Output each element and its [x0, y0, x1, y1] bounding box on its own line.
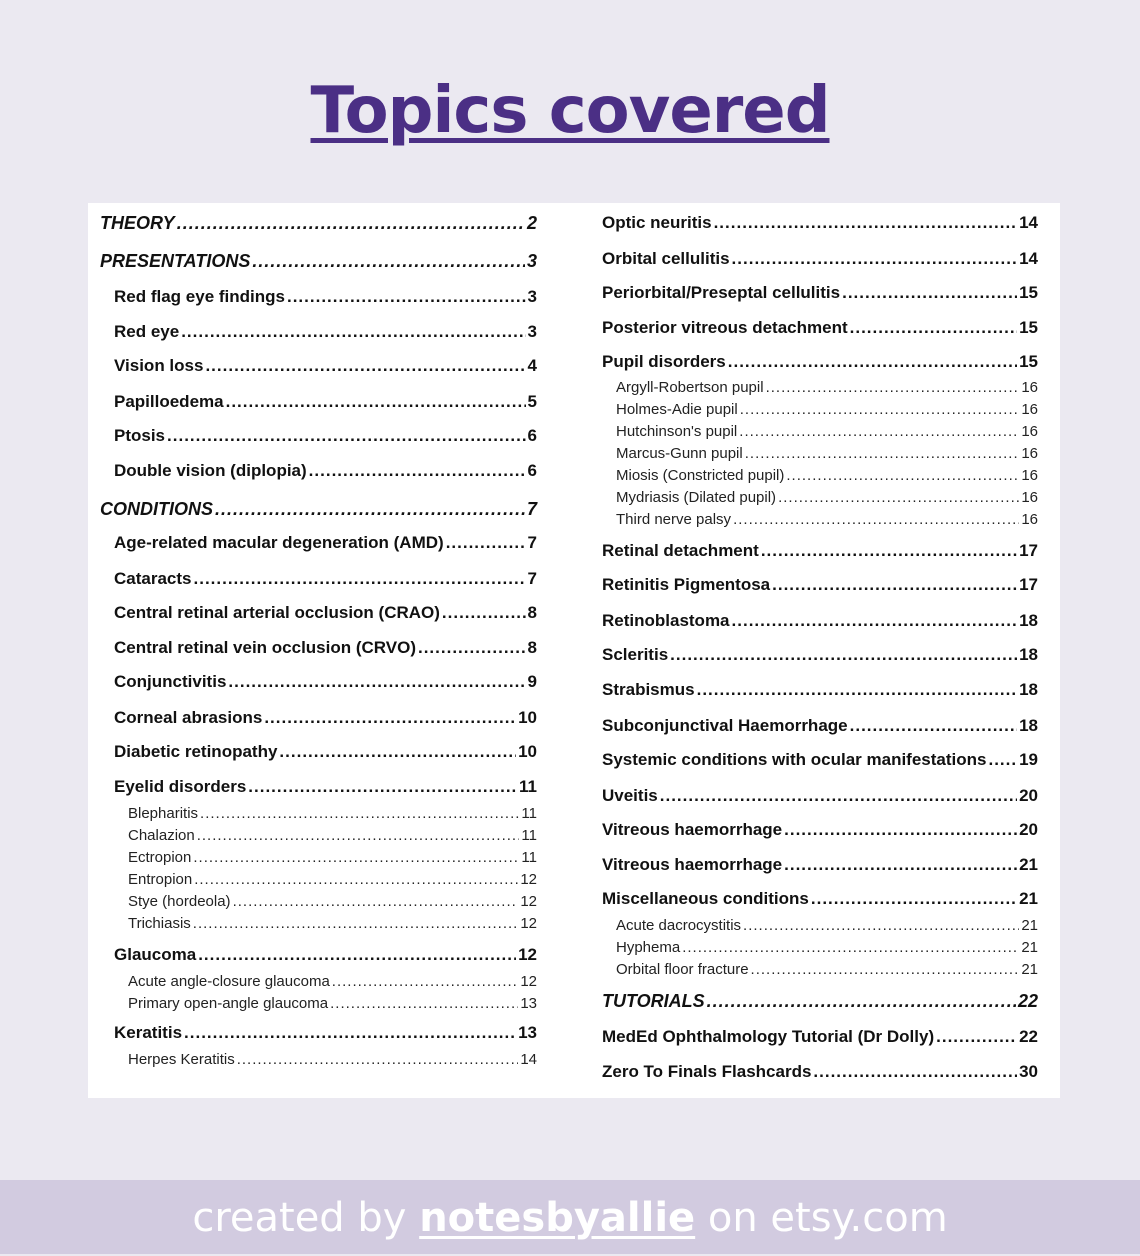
toc-entry[interactable] — [602, 750, 1038, 770]
toc-entry-page-number: 15 — [1019, 318, 1038, 337]
toc-entry[interactable] — [100, 915, 537, 932]
toc-entry-page-number: 3 — [527, 322, 537, 341]
toc-entry[interactable] — [100, 533, 537, 553]
toc-entry-page-number: 22 — [1019, 1027, 1038, 1046]
toc-leader-dots — [167, 426, 526, 446]
toc-entry-page-number: 16 — [1021, 511, 1038, 528]
toc-entry-label: Chalazion — [128, 827, 195, 844]
toc-leader-dots — [237, 1051, 519, 1068]
toc-entry-label: Conjunctivitis — [114, 672, 227, 691]
toc-entry-label: THEORY — [100, 213, 175, 233]
toc-entry-label: Miosis (Constricted pupil) — [616, 467, 785, 484]
toc-entry-page-number: 18 — [1019, 645, 1038, 664]
toc-leader-dots — [228, 672, 525, 692]
toc-entry[interactable] — [100, 1051, 537, 1068]
toc-entry-page-number: 11 — [521, 827, 537, 844]
toc-entry-page-number: 19 — [1019, 750, 1038, 769]
toc-entry-label: Herpes Keratitis — [128, 1051, 235, 1068]
toc-entry[interactable] — [602, 991, 1038, 1012]
toc-entry-page-number: 12 — [520, 915, 537, 932]
toc-leader-dots — [279, 742, 516, 762]
toc-leader-dots — [743, 917, 1019, 934]
toc-entry-label: Acute angle-closure glaucoma — [128, 973, 330, 990]
footer-brand-link[interactable]: notesbyallie — [419, 1195, 696, 1241]
toc-entry-page-number: 20 — [1019, 786, 1038, 805]
toc-leader-dots — [707, 991, 1016, 1012]
toc-entry-page-number: 15 — [1019, 352, 1038, 371]
toc-entry[interactable] — [100, 603, 537, 623]
toc-leader-dots — [287, 287, 526, 307]
toc-entry[interactable] — [100, 392, 537, 412]
toc-entry[interactable] — [602, 467, 1038, 484]
toc-leader-dots — [184, 1023, 516, 1043]
toc-entry[interactable] — [100, 995, 537, 1012]
toc-entry[interactable] — [602, 716, 1038, 736]
toc-entry-page-number: 16 — [1021, 379, 1038, 396]
toc-entry-label: Stye (hordeola) — [128, 893, 231, 910]
toc-leader-dots — [332, 973, 519, 990]
toc-leader-dots — [682, 939, 1019, 956]
toc-leader-dots — [264, 708, 516, 728]
toc-leader-dots — [772, 575, 1017, 595]
toc-entry[interactable] — [100, 672, 537, 692]
toc-entry-label: Holmes-Adie pupil — [616, 401, 738, 418]
toc-entry-label: Trichiasis — [128, 915, 191, 932]
toc-leader-dots — [784, 820, 1017, 840]
toc-entry-label: Papilloedema — [114, 392, 224, 411]
toc-entry[interactable] — [602, 889, 1038, 909]
toc-entry-page-number: 16 — [1021, 401, 1038, 418]
toc-entry[interactable] — [602, 318, 1038, 338]
toc-leader-dots — [850, 716, 1017, 736]
footer-prefix: created by — [192, 1195, 420, 1241]
toc-entry-label: Red eye — [114, 322, 180, 341]
footer-suffix: on etsy.com — [695, 1195, 948, 1241]
toc-entry-label: Corneal abrasions — [114, 708, 263, 727]
toc-leader-dots — [660, 786, 1017, 806]
toc-entry-page-number: 18 — [1019, 611, 1038, 630]
toc-leader-dots — [850, 318, 1017, 338]
toc-entry[interactable] — [602, 680, 1038, 700]
toc-entry-page-number: 7 — [527, 569, 537, 588]
toc-entry-page-number: 16 — [1021, 445, 1038, 462]
toc-entry-page-number: 18 — [1019, 716, 1038, 735]
toc-entry-page-number: 7 — [526, 499, 537, 519]
toc-entry[interactable] — [602, 855, 1038, 875]
toc-entry[interactable] — [602, 786, 1038, 806]
toc-entry[interactable] — [100, 287, 537, 307]
toc-entry[interactable] — [602, 611, 1038, 631]
toc-entry[interactable] — [100, 849, 537, 866]
toc-leader-dots — [198, 945, 516, 965]
toc-entry-label: Marcus-Gunn pupil — [616, 445, 743, 462]
toc-entry-label: Diabetic retinopathy — [114, 742, 278, 761]
toc-leader-dots — [732, 249, 1018, 269]
toc-entry-page-number: 12 — [518, 945, 537, 964]
toc-entry[interactable] — [602, 379, 1038, 396]
toc-entry-page-number: 15 — [1019, 283, 1038, 302]
toc-entry-page-number: 13 — [518, 1023, 537, 1042]
toc-entry-label: Uveitis — [602, 786, 658, 805]
toc-entry[interactable] — [602, 213, 1038, 233]
toc-entry[interactable] — [100, 893, 537, 910]
toc-entry-label: MedEd Ophthalmology Tutorial (Dr Dolly) — [602, 1027, 935, 1046]
toc-entry[interactable] — [100, 251, 537, 272]
toc-entry[interactable] — [100, 499, 537, 520]
page-title: Topics covered — [310, 74, 830, 148]
toc-leader-dots — [670, 645, 1017, 665]
toc-entry-label: Entropion — [128, 871, 193, 888]
toc-entry-label: Argyll-Robertson pupil — [616, 379, 764, 396]
toc-entry[interactable] — [100, 827, 537, 844]
toc-entry[interactable] — [100, 569, 537, 589]
toc-leader-dots — [252, 251, 525, 272]
toc-leader-dots — [811, 889, 1017, 909]
toc-entry-page-number: 3 — [526, 251, 537, 271]
toc-leader-dots — [988, 750, 1017, 770]
toc-entry-page-number: 18 — [1019, 680, 1038, 699]
toc-entry-label: Periorbital/Preseptal cellulitis — [602, 283, 841, 302]
toc-leader-dots — [442, 603, 526, 623]
toc-entry[interactable] — [602, 645, 1038, 665]
toc-leader-dots — [177, 213, 525, 234]
toc-entry[interactable] — [602, 249, 1038, 269]
toc-entry[interactable] — [602, 820, 1038, 840]
toc-entry-label: CONDITIONS — [100, 499, 214, 519]
toc-entry-page-number: 8 — [527, 603, 537, 622]
toc-entry-label: Hutchinson's pupil — [616, 423, 738, 440]
toc-entry-page-number: 11 — [519, 777, 537, 796]
toc-entry-page-number: 8 — [527, 638, 537, 657]
toc-entry-page-number: 6 — [527, 461, 537, 480]
toc-entry-label: Vitreous haemorrhage — [602, 855, 783, 874]
toc-entry-label: Keratitis — [114, 1023, 183, 1042]
toc-leader-dots — [732, 611, 1018, 631]
toc-entry-label: Zero To Finals Flashcards — [602, 1062, 812, 1081]
toc-leader-dots — [226, 392, 526, 412]
toc-leader-dots — [233, 893, 519, 910]
toc-entry-label: Systemic conditions with ocular manifestations — [602, 750, 987, 769]
toc-leader-dots — [215, 499, 525, 520]
toc-entry-label: TUTORIALS — [602, 991, 705, 1011]
toc-leader-dots — [418, 638, 526, 658]
toc-leader-dots — [248, 777, 517, 797]
toc-entry-label: Retinal detachment — [602, 541, 759, 560]
toc-entry[interactable] — [602, 283, 1038, 303]
toc-entry-page-number: 17 — [1019, 575, 1038, 594]
toc-entry[interactable] — [100, 871, 537, 888]
toc-entry-label: Retinitis Pigmentosa — [602, 575, 771, 594]
toc-entry[interactable] — [602, 1027, 1038, 1047]
toc-entry-label: Orbital cellulitis — [602, 249, 730, 268]
toc-entry[interactable] — [602, 939, 1038, 956]
toc-leader-dots — [714, 213, 1018, 233]
toc-entry-page-number: 21 — [1019, 889, 1038, 908]
toc-leader-dots — [446, 533, 526, 553]
toc-entry-label: Optic neuritis — [602, 213, 712, 232]
toc-entry[interactable] — [100, 426, 537, 446]
toc-leader-dots — [761, 541, 1017, 561]
toc-entry-page-number: 21 — [1021, 917, 1038, 934]
toc-entry[interactable] — [602, 541, 1038, 561]
toc-entry[interactable] — [100, 742, 537, 762]
toc-entry-label: Strabismus — [602, 680, 695, 699]
toc-entry-page-number: 21 — [1019, 855, 1038, 874]
toc-entry-page-number: 14 — [1019, 249, 1038, 268]
toc-entry-label: Hyphema — [616, 939, 681, 956]
toc-entry-label: Ptosis — [114, 426, 166, 445]
toc-entry-label: Pupil disorders — [602, 352, 726, 371]
toc-entry[interactable] — [100, 945, 537, 965]
toc-leader-dots — [193, 915, 519, 932]
toc-entry-label: Primary open-angle glaucoma — [128, 995, 329, 1012]
toc-entry-label: Red flag eye findings — [114, 287, 285, 306]
toc-entry-page-number: 3 — [527, 287, 537, 306]
toc-entry-page-number: 16 — [1021, 489, 1038, 506]
toc-entry-label: Age-related macular degeneration (AMD) — [114, 533, 444, 552]
toc-entry-page-number: 16 — [1021, 423, 1038, 440]
toc-entry-label: Blepharitis — [128, 805, 199, 822]
toc-entry-page-number: 30 — [1019, 1062, 1038, 1081]
toc-entry[interactable] — [602, 917, 1038, 934]
toc-leader-dots — [745, 445, 1020, 462]
toc-leader-dots — [778, 489, 1019, 506]
toc-entry-label: Vitreous haemorrhage — [602, 820, 783, 839]
toc-leader-dots — [697, 680, 1017, 700]
toc-entry-page-number: 14 — [1019, 213, 1038, 232]
toc-entry[interactable] — [602, 445, 1038, 462]
toc-entry[interactable] — [100, 777, 537, 797]
toc-entry[interactable] — [602, 961, 1038, 978]
toc-entry-page-number: 9 — [527, 672, 537, 691]
toc-leader-dots — [739, 423, 1019, 440]
toc-entry[interactable] — [100, 708, 537, 728]
toc-entry[interactable] — [602, 511, 1038, 528]
toc-leader-dots — [733, 511, 1019, 528]
toc-leader-dots — [813, 1062, 1017, 1082]
toc-entry-label: Central retinal vein occlusion (CRVO) — [114, 638, 416, 657]
toc-leader-dots — [205, 356, 525, 376]
toc-entry-page-number: 21 — [1021, 939, 1038, 956]
toc-leader-dots — [842, 283, 1017, 303]
toc-entry-page-number: 10 — [518, 708, 537, 727]
toc-leader-dots — [330, 995, 518, 1012]
toc-entry-label: Third nerve palsy — [616, 511, 732, 528]
toc-leader-dots — [936, 1027, 1017, 1047]
toc-leader-dots — [728, 352, 1017, 372]
toc-entry-page-number: 14 — [520, 1051, 537, 1068]
toc-entry-page-number: 2 — [526, 213, 537, 233]
toc-entry-page-number: 6 — [527, 426, 537, 445]
toc-entry[interactable] — [100, 213, 537, 234]
toc-leader-dots — [309, 461, 526, 481]
toc-entry-label: PRESENTATIONS — [100, 251, 251, 271]
contents-page — [88, 203, 1060, 1098]
toc-entry-label: Miscellaneous conditions — [602, 889, 809, 908]
toc-leader-dots — [200, 805, 519, 822]
toc-entry-label: Double vision (diplopia) — [114, 461, 307, 480]
toc-entry-label: Retinoblastoma — [602, 611, 730, 630]
toc-entry-label: Central retinal arterial occlusion (CRAO) — [114, 603, 440, 622]
toc-entry[interactable] — [100, 638, 537, 658]
toc-leader-dots — [194, 569, 526, 589]
toc-leader-dots — [197, 827, 520, 844]
toc-entry-page-number: 12 — [520, 871, 537, 888]
toc-entry[interactable] — [100, 356, 537, 376]
toc-entry-page-number: 13 — [520, 995, 537, 1012]
toc-entry-page-number: 22 — [1017, 991, 1038, 1011]
toc-entry-page-number: 17 — [1019, 541, 1038, 560]
toc-entry[interactable] — [100, 322, 537, 342]
toc-entry-page-number: 12 — [520, 973, 537, 990]
toc-entry-page-number: 11 — [521, 805, 537, 822]
toc-entry-page-number: 21 — [1021, 961, 1038, 978]
toc-entry-page-number: 20 — [1019, 820, 1038, 839]
toc-entry[interactable] — [100, 973, 537, 990]
toc-entry[interactable] — [100, 1023, 537, 1043]
toc-entry[interactable] — [602, 401, 1038, 418]
toc-entry-label: Acute dacrocystitis — [616, 917, 742, 934]
toc-leader-dots — [786, 467, 1019, 484]
toc-entry-page-number: 16 — [1021, 467, 1038, 484]
toc-entry[interactable] — [100, 461, 537, 481]
toc-entry-label: Mydriasis (Dilated pupil) — [616, 489, 777, 506]
toc-entry-label: Posterior vitreous detachment — [602, 318, 848, 337]
toc-entry[interactable] — [602, 1062, 1038, 1082]
toc-entry-page-number: 4 — [527, 356, 537, 375]
toc-entry-label: Glaucoma — [114, 945, 197, 964]
toc-entry-page-number: 11 — [521, 849, 537, 866]
toc-entry-label: Scleritis — [602, 645, 669, 664]
toc-entry-label: Orbital floor fracture — [616, 961, 749, 978]
toc-entry-label: Ectropion — [128, 849, 192, 866]
toc-entry[interactable] — [602, 423, 1038, 440]
toc-entry-page-number: 5 — [527, 392, 537, 411]
toc-leader-dots — [181, 322, 525, 342]
footer-banner — [0, 1180, 1140, 1254]
toc-entry-label: Subconjunctival Haemorrhage — [602, 716, 848, 735]
toc-entry[interactable] — [602, 352, 1038, 372]
toc-entry-page-number: 12 — [520, 893, 537, 910]
toc-leader-dots — [194, 871, 518, 888]
toc-entry[interactable] — [602, 575, 1038, 595]
toc-entry-page-number: 10 — [518, 742, 537, 761]
toc-leader-dots — [751, 961, 1020, 978]
toc-entry-label: Cataracts — [114, 569, 192, 588]
toc-leader-dots — [740, 401, 1020, 418]
toc-leader-dots — [784, 855, 1017, 875]
toc-entry[interactable] — [100, 805, 537, 822]
toc-entry-page-number: 7 — [527, 533, 537, 552]
toc-entry-label: Vision loss — [114, 356, 204, 375]
toc-leader-dots — [193, 849, 519, 866]
toc-leader-dots — [766, 379, 1020, 396]
toc-entry-label: Eyelid disorders — [114, 777, 247, 796]
toc-entry[interactable] — [602, 489, 1038, 506]
